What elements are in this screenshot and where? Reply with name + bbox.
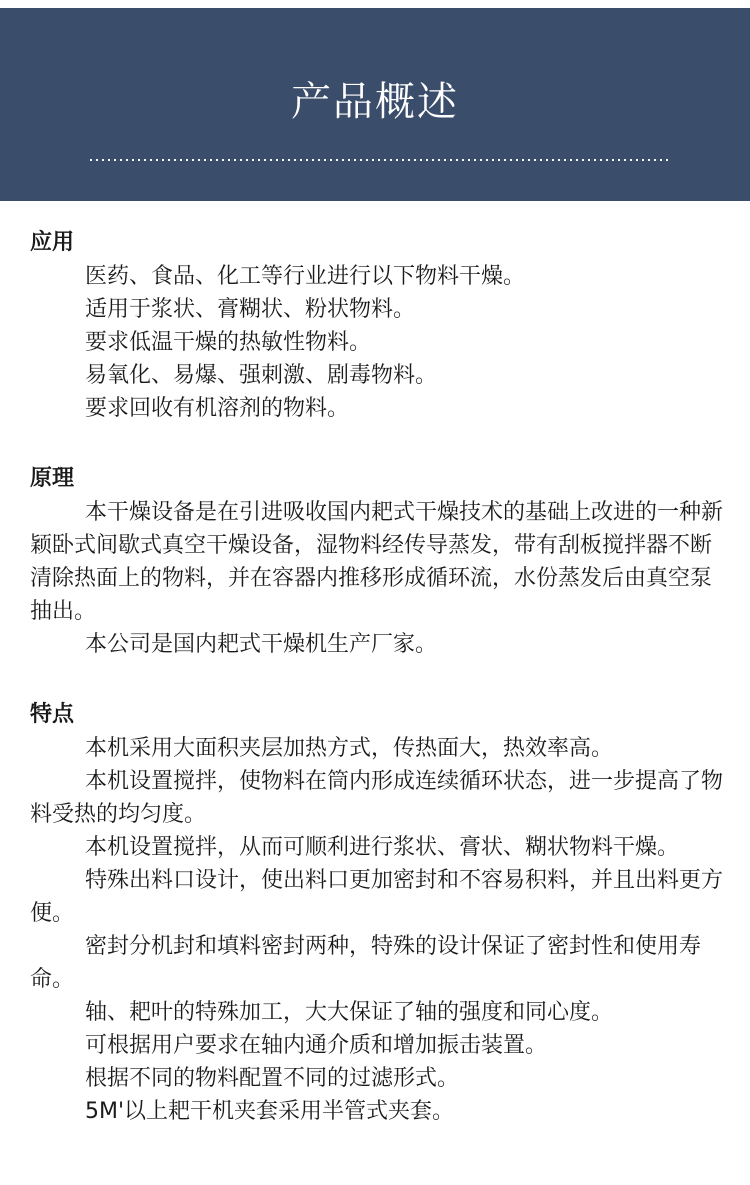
paragraph: 易氧化、易爆、强刺激、剧毒物料。 [85, 363, 438, 388]
section-heading: 特点 [30, 702, 75, 727]
section-heading: 原理 [30, 466, 75, 491]
section-heading: 应用 [30, 230, 75, 255]
paragraph: 5M'以上耙干机夹套采用半管式夹套。 [85, 1099, 455, 1124]
content-body [30, 226, 730, 1128]
section-features [30, 698, 730, 1128]
paragraph: 轴、耙叶的特殊加工，大大保证了轴的强度和同心度。 [85, 1000, 614, 1025]
section-principle [30, 462, 730, 661]
paragraph: 适用于浆状、膏糊状、粉状物料。 [85, 297, 416, 322]
paragraph: 本机设置搅拌，从而可顺利进行浆状、膏状、糊状物料干燥。 [85, 835, 680, 860]
paragraph: 本机采用大面积夹层加热方式，传热面大，热效率高。 [85, 736, 614, 761]
section-application [30, 226, 730, 425]
paragraph: 要求回收有机溶剂的物料。 [85, 396, 350, 421]
section-gap [30, 425, 730, 462]
paragraph: 本机设置搅拌，使物料在筒内形成连续循环状态，进一步提高了物料受热的均匀度。 [30, 769, 724, 827]
paragraph: 密封分机封和填料密封两种，特殊的设计保证了密封性和使用寿命。 [30, 934, 702, 992]
paragraph: 特殊出料口设计，使出料口更加密封和不容易积料，并且出料更方便。 [30, 868, 724, 926]
paragraph: 本公司是国内耙式干燥机生产厂家。 [85, 632, 438, 657]
paragraph: 可根据用户要求在轴内通介质和增加振击装置。 [85, 1033, 548, 1058]
paragraph: 根据不同的物料配置不同的过滤形式。 [85, 1066, 460, 1091]
section-gap [30, 661, 730, 698]
page-title: 产品概述 [291, 79, 459, 125]
paragraph: 要求低温干燥的热敏性物料。 [85, 330, 372, 355]
dotted-divider [88, 159, 668, 161]
header-banner [0, 8, 750, 201]
paragraph: 本干燥设备是在引进吸收国内耙式干燥技术的基础上改进的一种新颖卧式间歇式真空干燥设备，湿物料经传导蒸发，带有刮板搅拌器不断清除热面上的物料，并在容器内推移形成循环流，水份蒸发后由真空泵抽出。 [30, 500, 724, 624]
paragraph: 医药、食品、化工等行业进行以下物料干燥。 [85, 264, 526, 289]
